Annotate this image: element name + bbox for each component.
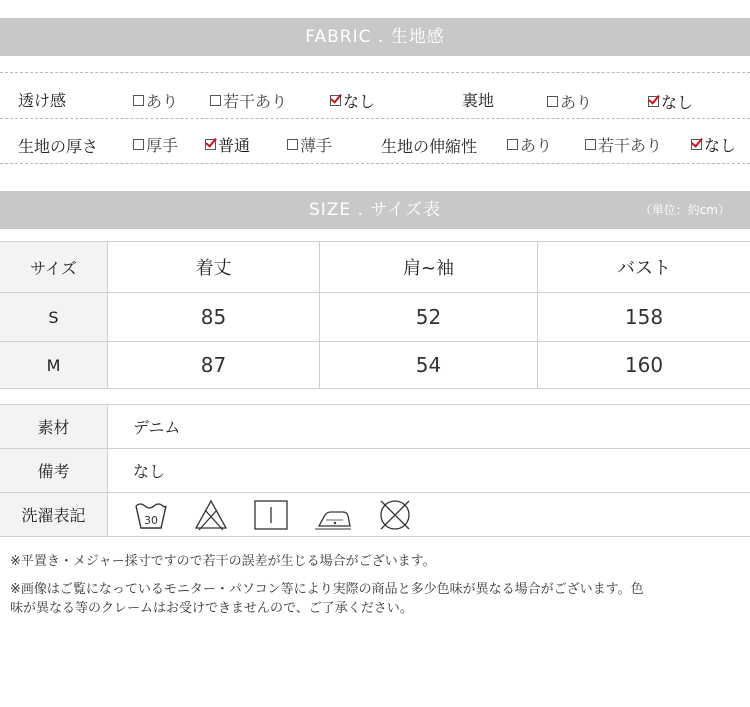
- stretch-option-none: なし: [691, 133, 736, 156]
- stretch-label: 生地の伸縮性: [381, 137, 478, 156]
- checkbox-icon: [585, 139, 596, 150]
- size-label: M: [0, 342, 108, 389]
- column-header-bust: バスト: [538, 242, 750, 293]
- stretch-option-yes: あり: [507, 133, 552, 156]
- transparency-option-yes: あり: [133, 89, 178, 112]
- table-header-row: [0, 242, 750, 293]
- checked-checkbox-icon: [205, 139, 216, 150]
- transparency-option-none: なし: [330, 89, 375, 112]
- checkbox-icon: [287, 139, 298, 150]
- material-label: 素材: [0, 405, 108, 449]
- lining-label: 裏地: [462, 91, 495, 110]
- material-row: [0, 405, 750, 449]
- no-bleach-icon: [193, 498, 229, 532]
- iron-low-icon: [313, 498, 353, 532]
- care-row: [0, 493, 750, 537]
- checkbox-icon: [133, 139, 144, 150]
- stretch-option-slight: 若干あり: [585, 133, 662, 156]
- material-value: デニム: [108, 405, 750, 449]
- size-section-header: [0, 191, 750, 229]
- shoulder-sleeve-cell: 54: [320, 342, 538, 389]
- fabric-title: FABRIC . 生地感: [305, 27, 445, 47]
- checkbox-icon: [210, 95, 221, 106]
- thickness-label: 生地の厚さ: [18, 137, 99, 156]
- unit-note: （単位：約cm）: [639, 203, 730, 217]
- length-cell: 87: [108, 342, 320, 389]
- svg-text:30: 30: [144, 513, 158, 527]
- transparency-label: 透け感: [18, 91, 67, 110]
- column-header-length: 着丈: [108, 242, 320, 293]
- size-title: SIZE . サイズ表: [308, 200, 442, 220]
- remarks-value: なし: [108, 449, 750, 493]
- bust-cell: 160: [538, 342, 750, 389]
- bust-cell: 158: [538, 293, 750, 342]
- column-header-shoulder-sleeve: 肩~袖: [320, 242, 538, 293]
- lining-option-none: なし: [648, 90, 693, 113]
- checked-checkbox-icon: [691, 139, 702, 150]
- measurement-note: ※平置き・メジャー採寸ですので若干の誤差が生じる場合がございます。: [10, 554, 436, 569]
- checkbox-icon: [133, 95, 144, 106]
- checkbox-icon: [507, 139, 518, 150]
- line-dry-icon: [253, 498, 289, 532]
- shoulder-sleeve-cell: 52: [320, 293, 538, 342]
- divider: [0, 163, 750, 164]
- remarks-row: [0, 449, 750, 493]
- wash-30-icon: [133, 498, 169, 532]
- table-row: [0, 342, 750, 389]
- no-dry-clean-icon: [377, 497, 413, 533]
- details-table: [0, 404, 750, 537]
- fabric-section-header: [0, 18, 750, 56]
- thickness-option-normal: 普通: [205, 133, 250, 156]
- transparency-option-slight: 若干あり: [210, 89, 287, 112]
- length-cell: 85: [108, 293, 320, 342]
- care-icons: [133, 497, 750, 533]
- divider: [0, 72, 750, 73]
- checked-checkbox-icon: [648, 96, 659, 107]
- thickness-option-thick: 厚手: [133, 133, 178, 156]
- lining-option-yes: あり: [547, 90, 592, 113]
- color-disclaimer-note: ※画像はご覧になっているモニター・パソコン等により実際の商品と多少色味が異なる場合がございます。色味が異なる等のクレームはお受けできませんので、ご了承ください。: [10, 582, 644, 616]
- table-row: [0, 293, 750, 342]
- thickness-option-thin: 薄手: [287, 133, 332, 156]
- remarks-label: 備考: [0, 449, 108, 493]
- checked-checkbox-icon: [330, 95, 341, 106]
- divider: [0, 118, 750, 119]
- care-label: 洗濯表記: [0, 493, 108, 537]
- checkbox-icon: [547, 96, 558, 107]
- column-header-size: サイズ: [0, 242, 108, 293]
- size-label: S: [0, 293, 108, 342]
- size-table: [0, 241, 750, 389]
